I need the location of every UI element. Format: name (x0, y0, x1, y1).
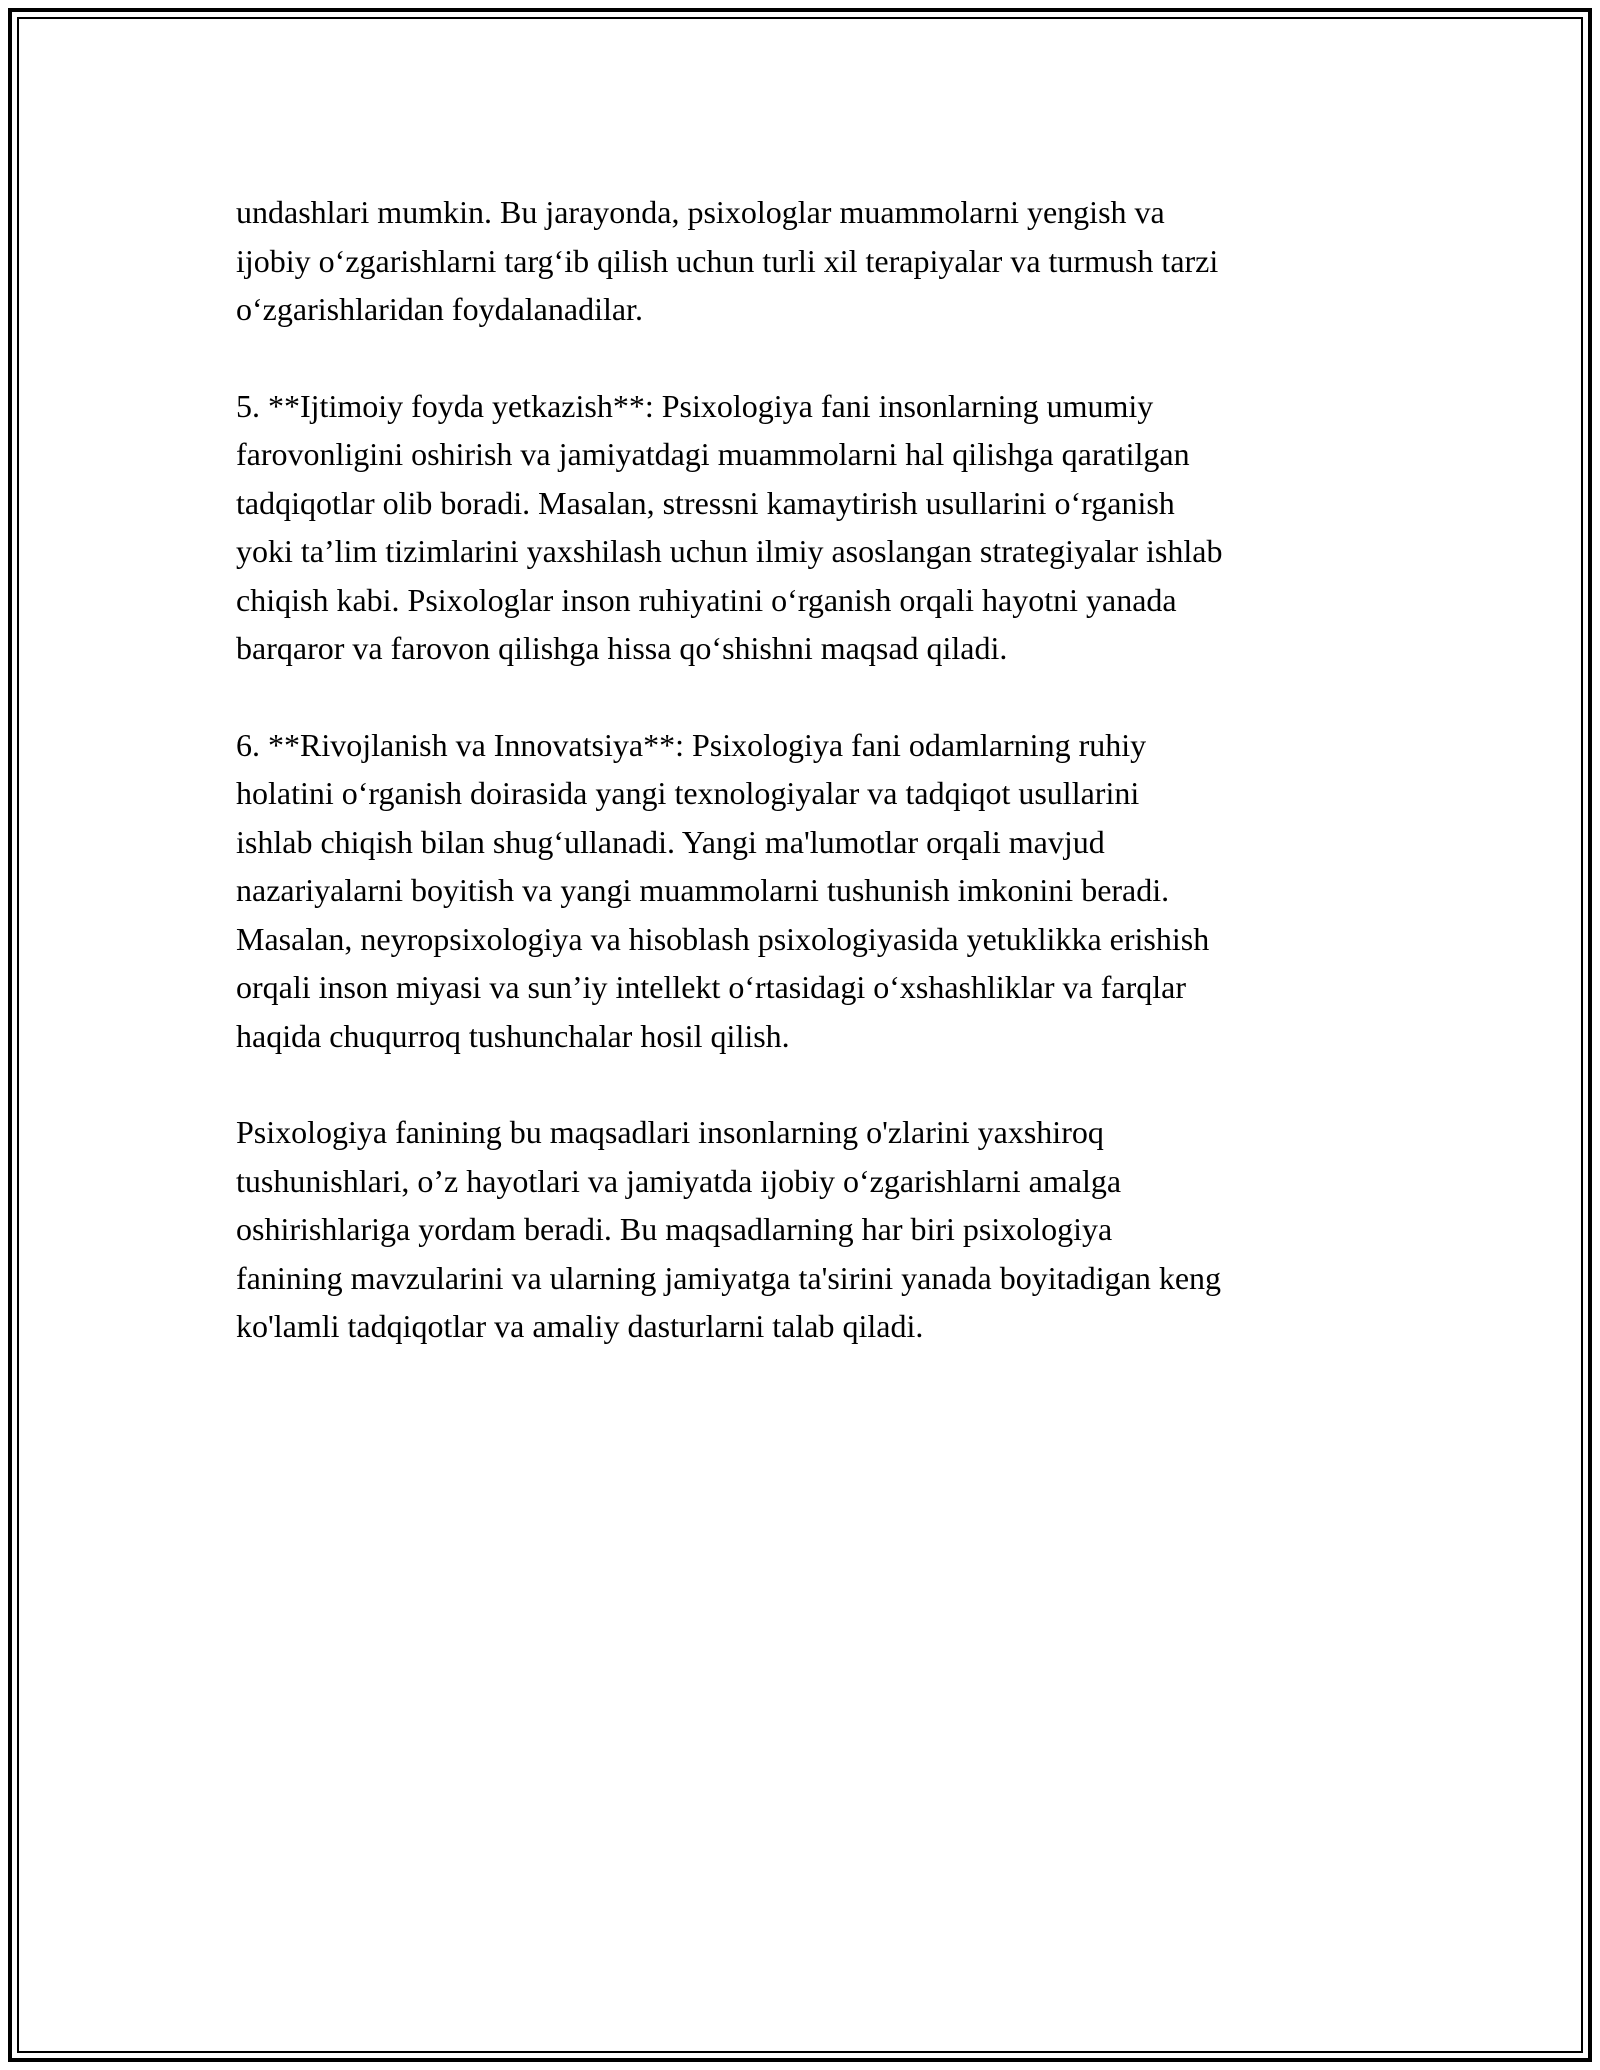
text-line: ishlab chiqish bilan shug‘ullanadi. Yangi ma'lumotlar orqali mavjud (236, 823, 1105, 860)
text-line: chiqish kabi. Psixologlar inson ruhiyatini o‘rganish orqali hayotni yanada (236, 581, 1177, 618)
paragraph-item-6 (236, 721, 1376, 1061)
text-line: undashlari mumkin. Bu jarayonda, psixologlar muammolarni yengish va (236, 194, 1165, 230)
text-line: barqaror va farovon qilishga hissa qo‘shishni maqsad qiladi. (236, 630, 1008, 666)
text-line: Masalan, neyropsixologiya va hisoblash psixologiyasida yetuklikka erishish (236, 920, 1210, 957)
document-body (236, 188, 1376, 1399)
text-line: 6. **Rivojlanish va Innovatsiya**: Psixologiya fani odamlarning ruhiy (236, 726, 1147, 763)
paragraph-continuation (236, 188, 1376, 334)
text-line: tushunishlari, o’z hayotlari va jamiyatda ijobiy o‘zgarishlarni amalga (236, 1162, 1122, 1199)
text-line: 5. **Ijtimoiy foyda yetkazish**: Psixologiya fani insonlarning umumiy (236, 387, 1154, 424)
paragraph-item-5 (236, 382, 1376, 673)
text-line: farovonligini oshirish va jamiyatdagi muammolarni hal qilishga qaratilgan (236, 436, 1190, 472)
text-line: oshirishlariga yordam beradi. Bu maqsadlarning har biri psixologiya (236, 1211, 1113, 1247)
text-line: orqali inson miyasi va sun’iy intellekt o‘rtasidagi o‘xshashliklar va farqlar (236, 969, 1186, 1005)
text-line: ko'lamli tadqiqotlar va amaliy dasturlarni talab qiladi. (236, 1308, 924, 1344)
text-line: tadqiqotlar olib boradi. Masalan, stressni kamaytirish usullarini o‘rganish (236, 484, 1175, 521)
text-line: nazariyalarni boyitish va yangi muammolarni tushunish imkonini beradi. (236, 872, 1170, 908)
text-line: fanining mavzularini va ularning jamiyatga ta'sirini yanada boyitadigan keng (236, 1259, 1222, 1296)
text-line: haqida chuqurroq tushunchalar hosil qilish. (236, 1017, 790, 1054)
text-line: Psixologiya fanining bu maqsadlari insonlarning o'zlarini yaxshiroq (236, 1114, 1104, 1150)
text-line: holatini o‘rganish doirasida yangi texnologiyalar va tadqiqot usullarini (236, 775, 1140, 811)
text-line: ijobiy o‘zgarishlarni targ‘ib qilish uchun turli xil terapiyalar va turmush tarzi (236, 242, 1219, 279)
paragraph-conclusion (236, 1108, 1376, 1351)
text-line: yoki ta’lim tizimlarini yaxshilash uchun ilmiy asoslangan strategiyalar ishlab (236, 533, 1223, 569)
text-line: o‘zgarishlaridan foydalanadilar. (236, 291, 643, 327)
